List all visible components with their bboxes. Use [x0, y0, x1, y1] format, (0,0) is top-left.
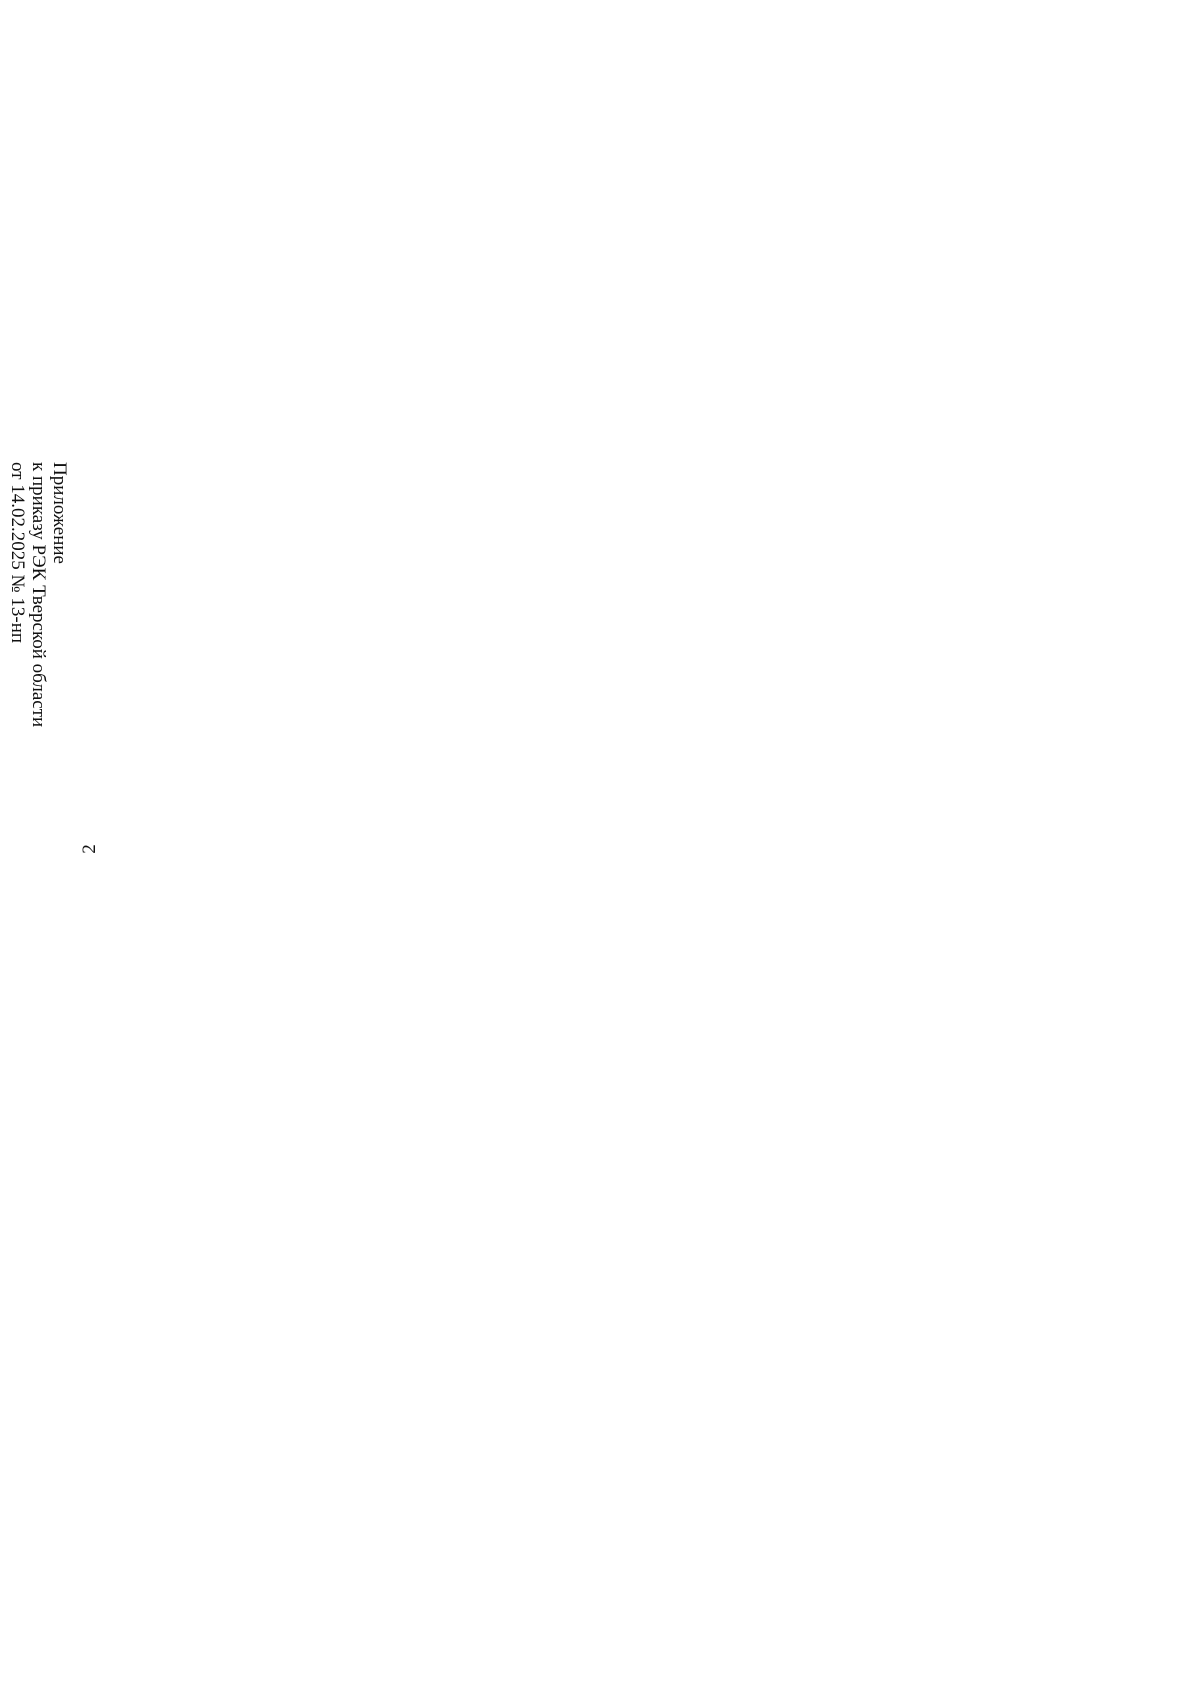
appendix-line: Приложение [49, 462, 70, 564]
appendix-line: к приказу РЭК Тверской области [28, 462, 49, 728]
rotated-page [0, 0, 830, 1000]
appendix-block [7, 462, 70, 882]
page-number: 2 [79, 844, 100, 854]
appendix-line: от 14.02.2025 № 13-нп [7, 462, 28, 644]
